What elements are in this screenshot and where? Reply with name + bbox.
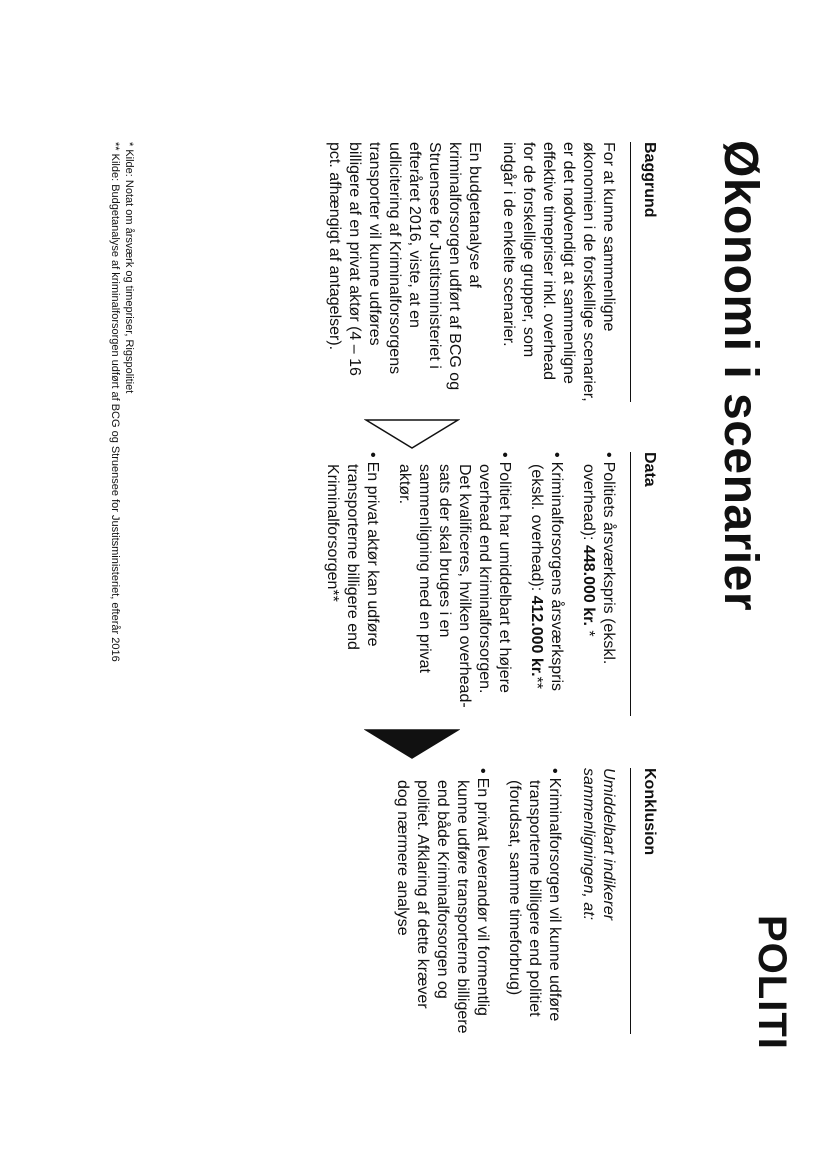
data-column	[310, 452, 658, 716]
konklusion-bullet-list	[392, 768, 564, 1034]
konklusion-column	[380, 768, 658, 1034]
konklusion-intro: Umiddelbart indikerer sammenligningen, at:	[580, 768, 617, 921]
baggrund-paragraph-2: En budgetanalyse af kriminalforsorgen udført af BCG og Struensee for Justitsministeriet i efteråret 2016, viste, at en udlicitering af Kriminalforsorgens transporter vil kunne udføres billigere af en privat aktør (4 – 16 pct. afhængigt af antagelser).	[326, 142, 483, 391]
data-bullet-politiets-aarsvaerkspris: • Politiets årsværkspris (ekskl. overhead): 448.000 kr. *	[578, 452, 618, 716]
kriminalforsorg-aarsvaerkspris-value: 412.000 kr.	[528, 595, 545, 677]
slide-title: Økonomi i scenarier	[714, 140, 767, 612]
data-bullet-list	[322, 452, 618, 716]
konklusion-heading: Konklusion	[630, 768, 658, 1034]
filled-arrow-icon	[364, 728, 460, 760]
footnotes	[108, 142, 136, 1042]
footnote-2: ** Kilde: Budgetanalyse af kriminalforsorgen udført af BCG og Struensee for Justitsministeriet, efterår 2016	[109, 142, 121, 662]
data-bullet-privat-aktoer: • En privat aktør kan udføre transporterne billigere end Kriminalforsorgen**	[322, 452, 382, 716]
konklusion-bullet-privat-leverandoer: • En privat leverandør vil formentlig kunne udføre transporterne billigere end både Kriminalforsorgen og politiet. Afklaring af dette kræver dog nærmere analyse	[392, 768, 492, 1034]
baggrund-heading: Baggrund	[630, 142, 658, 402]
baggrund-paragraph-1: For at kunne sammenligne økonomien i de forskellige scenarier, er det nødvendigt at sammenligne effektive timepriser inkl. overhead for de forskellige grupper, som indgår i de enkelte scenarier.	[500, 142, 617, 402]
politi-aarsvaerkspris-value: 448.000 kr.	[580, 544, 597, 626]
data-bullet-kriminalforsorgens-aarsvaerkspris: • Kriminalforsorgens årsværkspris (ekskl. overhead): 412.000 kr.**	[526, 452, 566, 716]
politi-logo: POLITI	[750, 915, 794, 1050]
hollow-arrow-icon	[364, 418, 460, 450]
data-heading: Data	[630, 452, 658, 716]
footnote-1: * Kilde: Notat om årsværk og timepriser, Rigspolitiet	[123, 142, 135, 394]
data-bullet-overhead: • Politiet har umiddelbart et højere overhead end kriminalforsorgen. Det kvalificeres, hvilken overhead-sats der skal bruges i en sammenligning med en privat aktør.	[394, 452, 514, 716]
baggrund-column	[310, 142, 658, 402]
konklusion-bullet-kriminalforsorgen: • Kriminalforsorgen vil kunne udføre transporterne billigere end politiet (forudsat, samme timeforbrug)	[504, 768, 564, 1034]
